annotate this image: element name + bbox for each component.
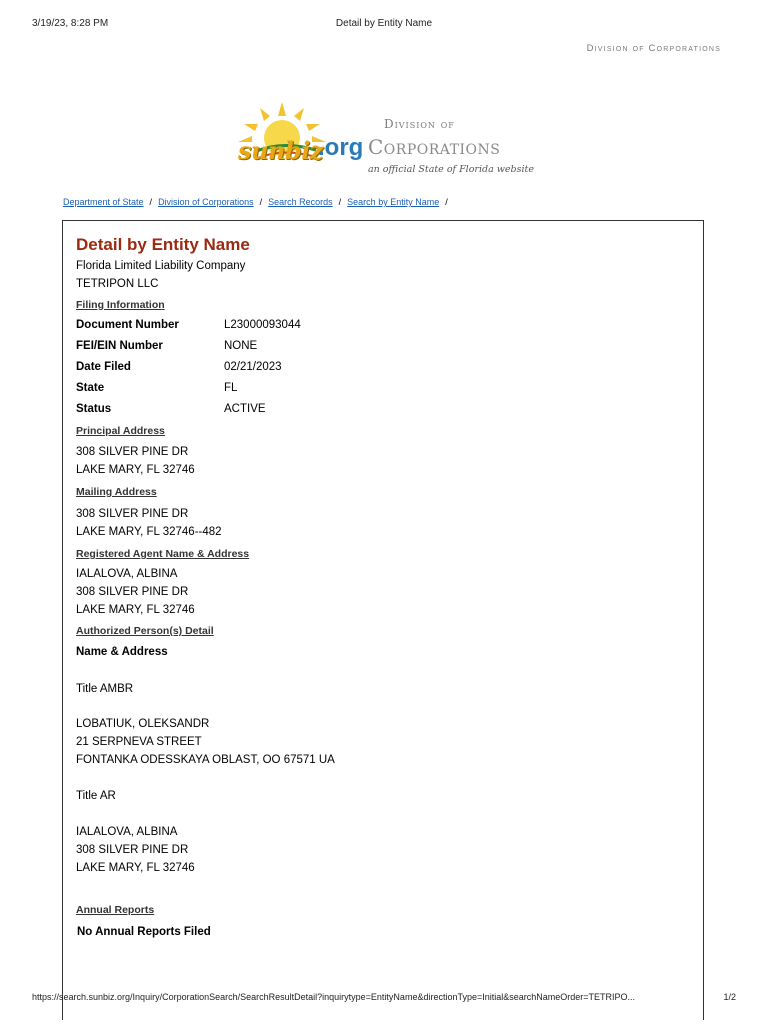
- logo-sunbiz-text: sunbiz: [238, 136, 323, 165]
- filing-row-state: [76, 378, 693, 399]
- person-block: [76, 715, 693, 769]
- entity-type: Florida Limited Liability Company: [76, 260, 246, 272]
- registered-agent-heading: Registered Agent Name & Address: [76, 548, 250, 560]
- logo-org-text: .org: [318, 134, 364, 161]
- breadcrumb-search-records[interactable]: Search Records: [268, 197, 333, 207]
- breadcrumb-department-of-state[interactable]: Department of State: [63, 197, 144, 207]
- filing-value: L23000093044: [224, 319, 301, 331]
- entity-name: TETRIPON LLC: [76, 278, 159, 290]
- print-doc-title: Detail by Entity Name: [335, 18, 433, 29]
- mailing-address-heading: Mailing Address: [76, 486, 157, 498]
- division-header: Division of Corporations: [586, 43, 721, 54]
- address-line: LAKE MARY, FL 32746--482: [76, 526, 222, 538]
- logo-division-of: Division of: [384, 117, 455, 131]
- print-footer: [32, 992, 736, 1006]
- filing-label: FEI/EIN Number: [76, 340, 163, 352]
- breadcrumb-separator: /: [445, 197, 448, 207]
- annual-reports-text: No Annual Reports Filed: [77, 926, 211, 938]
- filing-label: Document Number: [76, 319, 179, 331]
- person-line: 21 SERPNEVA STREET: [76, 736, 202, 748]
- filing-row-date-filed: [76, 357, 693, 378]
- detail-panel: [62, 220, 704, 1020]
- filing-row-fei-ein: [76, 336, 693, 357]
- address-line: 308 SILVER PINE DR: [76, 508, 189, 520]
- breadcrumb-separator: /: [338, 197, 342, 207]
- address-line: 308 SILVER PINE DR: [76, 446, 189, 458]
- name-address-label: Name & Address: [76, 646, 168, 658]
- filing-value: ACTIVE: [224, 403, 266, 415]
- sunbiz-logo[interactable]: [232, 100, 542, 182]
- print-datetime: 3/19/23, 8:28 PM: [32, 18, 109, 29]
- page-title: Detail by Entity Name: [76, 235, 250, 254]
- agent-line: IALALOVA, ALBINA: [76, 568, 178, 580]
- logo-tagline: an official State of Florida website: [368, 164, 534, 175]
- logo-corporations: Corporations: [368, 135, 501, 159]
- filing-label: Status: [76, 403, 112, 415]
- person-title: Title AMBR: [76, 683, 134, 695]
- filing-label: Date Filed: [76, 361, 131, 373]
- annual-reports-heading: Annual Reports: [76, 904, 155, 916]
- person-line: 308 SILVER PINE DR: [76, 844, 189, 856]
- registered-agent: [76, 565, 693, 619]
- print-page-number: 1/2: [723, 992, 736, 1002]
- mailing-address: [76, 505, 693, 541]
- person-line: IALALOVA, ALBINA: [76, 826, 178, 838]
- agent-line: LAKE MARY, FL 32746: [76, 604, 195, 616]
- filing-info-heading: Filing Information: [76, 299, 165, 311]
- filing-row-status: [76, 399, 693, 420]
- person-block: [76, 823, 693, 877]
- principal-address-heading: Principal Address: [76, 425, 165, 437]
- filing-label: State: [76, 382, 105, 394]
- filing-row-document-number: [76, 315, 693, 336]
- print-url: https://search.sunbiz.org/Inquiry/CorporationSearch/SearchResultDetail?inquirytype=EntityName&directionType=Initial&searchNameOrder=TETRIPO...: [32, 992, 636, 1002]
- person-line: LAKE MARY, FL 32746: [76, 862, 195, 874]
- breadcrumb-separator: /: [259, 197, 263, 207]
- principal-address: [76, 443, 693, 479]
- person-line: LOBATIUK, OLEKSANDR: [76, 718, 210, 730]
- person-line: FONTANKA ODESSKAYA OBLAST, OO 67571 UA: [76, 754, 335, 766]
- agent-line: 308 SILVER PINE DR: [76, 586, 189, 598]
- filing-value: FL: [224, 382, 238, 394]
- filing-value: 02/21/2023: [224, 361, 282, 373]
- breadcrumb-division-of-corporations[interactable]: Division of Corporations: [158, 197, 254, 207]
- person-title: Title AR: [76, 790, 116, 802]
- print-header: [32, 18, 736, 32]
- authorized-persons-heading: Authorized Person(s) Detail: [76, 625, 214, 637]
- breadcrumb: [63, 197, 454, 207]
- breadcrumb-search-by-entity-name[interactable]: Search by Entity Name: [347, 197, 440, 207]
- filing-value: NONE: [224, 340, 258, 352]
- breadcrumb-separator: /: [149, 197, 153, 207]
- address-line: LAKE MARY, FL 32746: [76, 464, 195, 476]
